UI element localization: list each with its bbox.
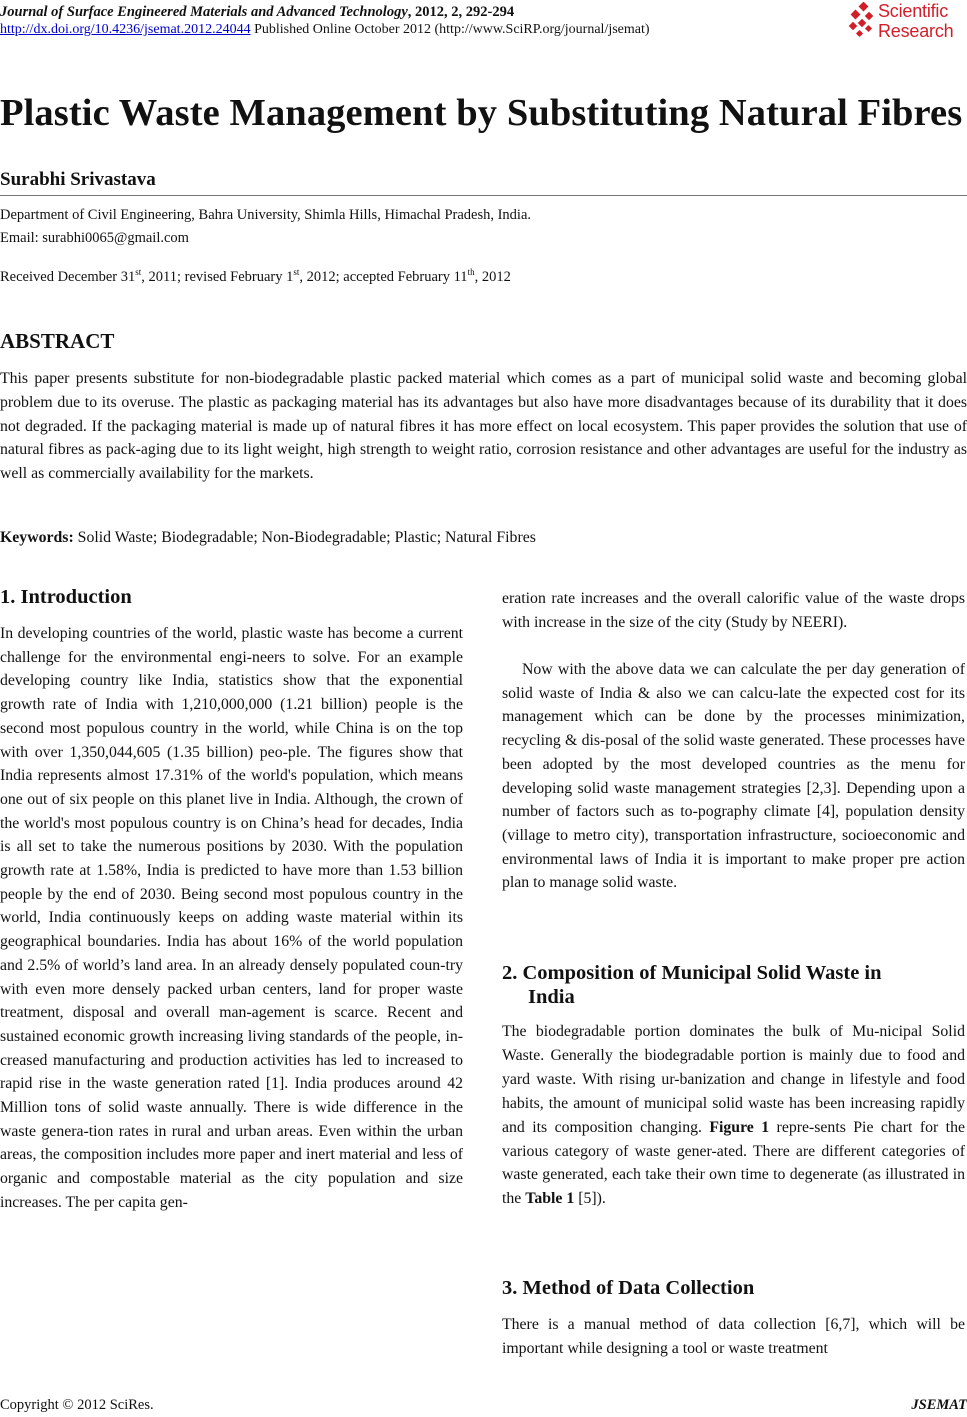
- publication-line: [0, 21, 650, 39]
- doi-link[interactable]: http://dx.doi.org/10.4236/jsemat.2012.24044: [0, 22, 251, 37]
- section-heading-data-collection: 3. Method of Data Collection: [502, 1277, 755, 1299]
- year-text: , 2012: [474, 269, 511, 285]
- received-dates: [0, 268, 511, 287]
- published-online: Published Online October 2012 (http://www.SciRP.org/journal/jsemat): [250, 22, 650, 37]
- data-collection-text: There is a manual method of data collection [6,7], which will be important while designing a tool or waste treatment: [502, 1316, 965, 1357]
- logo-word-research: Research: [878, 21, 954, 41]
- table-reference[interactable]: Table 1: [525, 1190, 575, 1208]
- ordinal-suffix: st: [135, 267, 142, 277]
- author-email: Email: surabhi0065@gmail.com: [0, 230, 189, 246]
- keywords-list: Solid Waste; Biodegradable; Non-Biodegradable; Plastic; Natural Fibres: [73, 529, 536, 546]
- journal-abbreviation: JSEMAT: [911, 1397, 967, 1413]
- revised-text: , 2011; revised February 1: [141, 269, 294, 285]
- journal-header: [0, 3, 514, 21]
- composition-heading-line2: India: [528, 986, 575, 1008]
- accepted-text: , 2012; accepted February 11: [299, 269, 468, 285]
- paper-title: Plastic Waste Management by Substituting Natural Fibres: [0, 92, 963, 134]
- abstract-text: This paper presents substitute for non-biodegradable plastic packed material which comes as a part of municipal solid waste and becoming global problem due to its overuse. The plastic as packaging material has its advantages but also have more disadvantages because of its durability that it does not degraded. If the packaging material is made up of natural fibres it has more effect on local ecosystem. This paper provides the solution that use of natural fibres as pack-aging due to its light weight, high strength to weight ratio, corrosion resistance and other advantages are useful for the industry as well as commercially availability for the markets.: [0, 370, 967, 483]
- keywords: [0, 527, 536, 549]
- introduction-text: In developing countries of the world, plastic waste has become a current challenge for the environmental engi-neers to solve. For an example developing country like India, statistics show that the exponential growth rate of India with 1,210,000,000 (1.21 billion) people is the second most populous country in the world, while China is on the top with over 1,350,044,605 (1.35 billion) peo-ple. The figures show that India represents almost 17.31% of the world's population, which means one out of six people on this planet live in India. Although, the crown of the world's most populous country is on China’s head for decades, India is all set to take the numerous positions by 2030. With the population growth rate at 1.58%, India is predicted to have more than 1.53 billion people by the end of 2030. Being second most populous country in the world, India continuously keeps on adding waste material within its geographical boundaries. India has about 16% of the world population and 2.5% of world’s land area. In an already densely populated coun-try with even more densely packed urban centers, land for proper waste treatment, disposal and overall man-agement is scarce. Recent and sustained economic growth increasing living standards of the people, in-creased manufacturing and production activities has led to increased to rapid rise in the waste generation rated [1]. India produces around 42 Million tons of solid waste annually. There is wide difference in the waste genera-tion rates in rural and urban areas. Even within the urban areas, the composition includes more paper and inert material and less of organic and compostable material as the city population and size increases. The per capita gen-: [0, 625, 463, 1211]
- keywords-label: Keywords:: [0, 529, 74, 546]
- logo-diamonds-icon: [846, 2, 878, 42]
- continued-text: eration rate increases and the overall calorific value of the waste drops with increase in the size of the city (Study by NEERI).: [502, 590, 965, 631]
- figure-reference[interactable]: Figure 1: [709, 1118, 770, 1136]
- composition-text-part: [5]).: [574, 1190, 606, 1208]
- abstract-heading: ABSTRACT: [0, 329, 115, 353]
- data-calculation-paragraph: Now with the above data we can calculate the per day generation of solid waste of India & also we can calcu-late the expected cost for its management which can be done by the processes minimization, recycling & dis-posal of the solid waste generated. These processes have been adopted by the most developed countries as the menu for developing solid waste management strategies [2,3]. Depending upon a number of factors such as to-pography climate [4], population density (village to metro city), transportation infrastructure, socioeconomic and environmental laws of India it is important to make proper pre action plan to manage solid waste.: [502, 661, 965, 892]
- copyright: Copyright © 2012 SciRes.: [0, 1397, 154, 1413]
- affiliation: Department of Civil Engineering, Bahra University, Shimla Hills, Himachal Pradesh, India.: [0, 207, 532, 223]
- logo-word-scientific: Scientific: [878, 1, 949, 21]
- composition-heading-line1: 2. Composition of Municipal Solid Waste in: [502, 962, 882, 984]
- section-heading-composition: [502, 961, 882, 1009]
- ordinal-suffix: st: [293, 267, 300, 277]
- section-heading-introduction: 1. Introduction: [0, 586, 132, 608]
- composition-text: [502, 1020, 965, 1211]
- title-rule: [0, 195, 967, 196]
- received-text: Received December 31: [0, 269, 136, 285]
- ordinal-suffix: th: [467, 267, 475, 277]
- volume-info: , 2012, 2, 292-294: [407, 4, 515, 20]
- author-name: Surabhi Srivastava: [0, 169, 156, 190]
- scientific-research-logo: [846, 2, 967, 42]
- composition-text-part: The biodegradable portion dominates the bulk of Mu-nicipal Solid Waste. Generally the biodegradable portion is mainly due to food and yard waste. With rising ur-banization and change in lifestyle and food habits, the amount of municipal solid waste has been increasing rapidly and its composition changing.: [502, 1023, 965, 1136]
- journal-name: Journal of Surface Engineered Materials and Advanced Technology: [0, 4, 408, 20]
- composition-text-part: repre-sents Pie chart for the various category of waste gener-ated. There are different categories of waste generated, each take their own time to degenerate (as illustrated in the: [502, 1118, 965, 1208]
